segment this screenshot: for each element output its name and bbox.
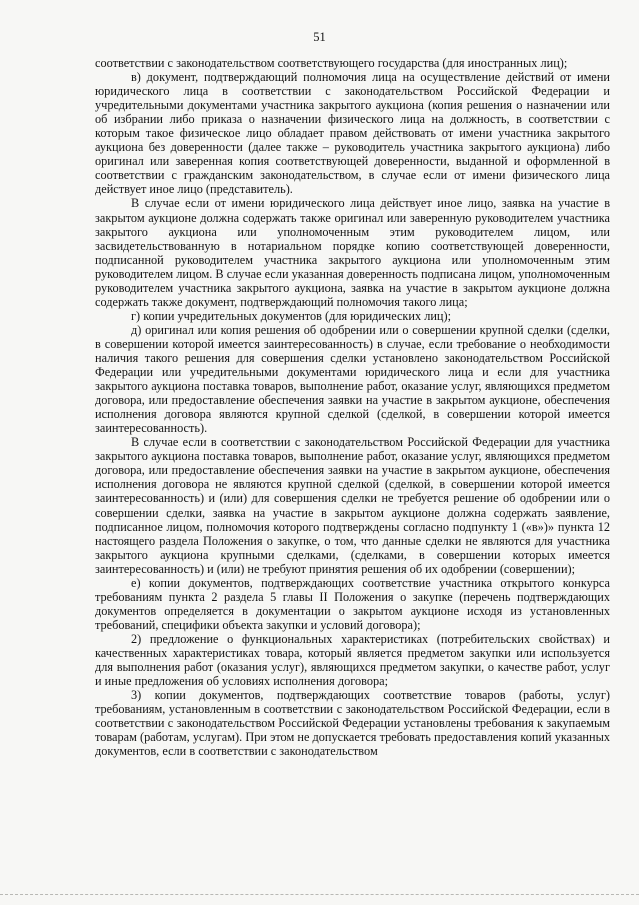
scan-bottom-edge [0, 894, 639, 895]
paragraph: д) оригинал или копия решения об одобрении или о совершении крупной сделки (сделки, в совершении которой имеется заинтересованность) в случае, если требование о необходимости наличия такого решения для совершения сделки установлено законодательством Российской Федерации или учредительными документами юридического лица и если для участника закрытого аукциона поставка товаров, выполнение работ, оказание услуг, являющихся предметом договора, или предоставление обеспечения заявки на участие в закрытом аукционе, обеспечения исполнения договора являются крупной сделкой (сделкой, в совершении которой имеется заинтересованность). [95, 322, 610, 436]
paragraph: соответствии с законодательством соответствующего государства (для иностранных лиц); [95, 56, 568, 70]
paragraph: 2) предложение о функциональных характеристиках (потребительских свойствах) и качественных характеристиках товара, который является предметом закупки или используется для выполнения работ (оказания услуг), являющихся предметом закупки, о качестве работ, услуг и иные предложения об условиях исполнения договора; [95, 631, 610, 689]
paragraph: в) документ, подтверждающий полномочия лица на осуществление действий от имени юридического лица в соответствии с законодательством Российской Федерации и учредительными документами участника закрытого аукциона (копия решения о назначении или об избрании либо приказа о назначении физического лица на должность, в соответствии с которым такое физическое лицо обладает правом действовать от имени участника закрытого аукциона без доверенности (далее также – руководитель участника закрытого аукциона) либо оригинал или заверенная копия соответствующей доверенности, выданной и оформленной в соответствии с гражданским законодательством, в случае если от имени физического лица действует иное лицо (представитель). [95, 70, 610, 197]
paragraph: В случае если в соответствии с законодательством Российской Федерации для участника закрытого аукциона поставка товаров, выполнение работ, оказание услуг, являющихся предметом договора, или предоставление обеспечения заявки на участие в закрытом аукционе, обеспечения исполнения договора не являются крупной сделкой (сделкой, в совершении которой имеется заинтересованность) и (или) для совершения сделки не требуется решение об одобрении или о совершении сделки, заявка на участие в закрытом аукционе должна содержать заявление, подписанное лицом, полномочия которого подтверждены согласно подпункту 1 («в»)» пункта 12 настоящего раздела Положения о закупке, о том, что данные сделки не являются для участника закрытого аукциона крупными сделками, (сделками, в совершении которых имеется заинтересованность) и (или) не требуют принятия решения об их одобрении (совершении); [95, 435, 610, 576]
document-body [95, 56, 610, 758]
paragraph: В случае если от имени юридического лица действует иное лицо, заявка на участие в закрытом аукционе должна содержать также оригинал или заверенную руководителем участника закрытого аукциона или уполномоченным этим руководителем лицом, или засвидетельствованную в нотариальном порядке копию соответствующей доверенности, подписанной руководителем участника закрытого аукциона или уполномоченным этим руководителем лицом. В случае если указанная доверенность подписана лицом, уполномоченным руководителем участника закрытого аукциона, заявка на участие в закрытом аукционе должна содержать также документ, подтверждающий полномочия такого лица; [95, 196, 610, 309]
paragraph: 3) копии документов, подтверждающих соответствие товаров (работы, услуг) требованиям, установленным в соответствии с законодательством Российской Федерации, если в соответствии с законодательством Российской Федерации установлены требования к закупаемым товарам (работам, услугам). При этом не допускается требовать предоставления копий указанных документов, если в соответствии с законодательством [95, 688, 610, 759]
paragraph: е) копии документов, подтверждающих соответствие участника открытого конкурса требованиям пункта 2 раздела 5 главы II Положения о закупке (перечень подтверждающих документов определяется в документации о закрытом аукционе исходя из установленных требований, специфики объекта закупки и условий договора); [95, 575, 610, 632]
paragraph: г) копии учредительных документов (для юридических лиц); [131, 308, 452, 323]
page-number: 51 [313, 30, 326, 44]
